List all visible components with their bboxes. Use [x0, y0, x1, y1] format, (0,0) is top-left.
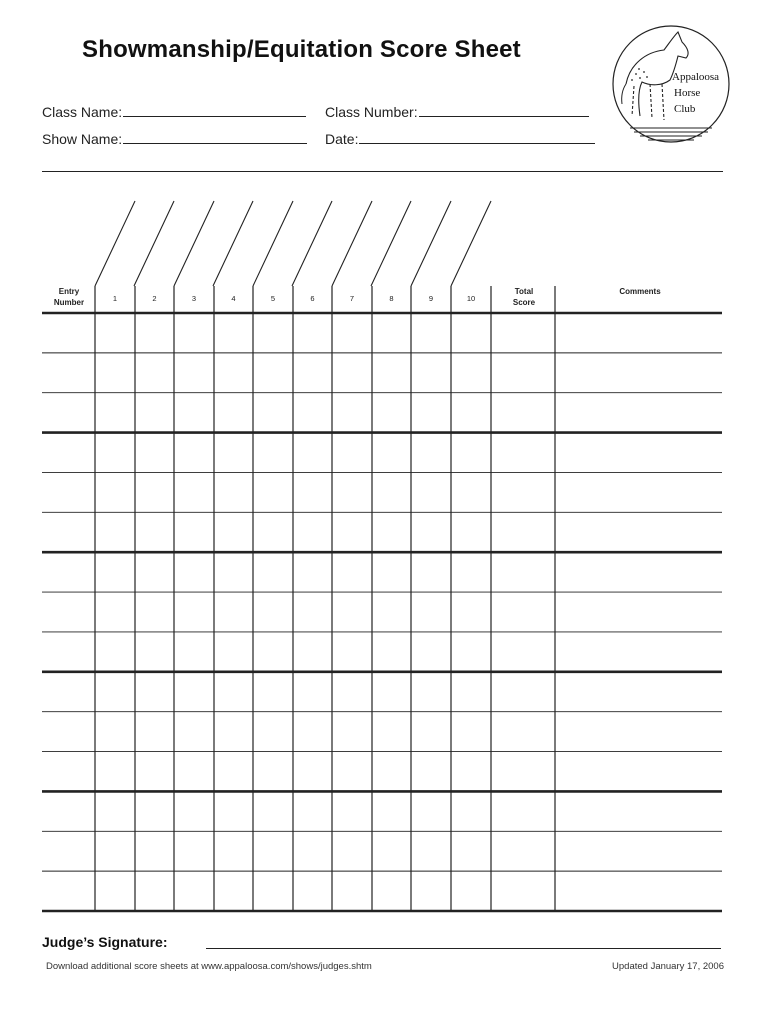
total-header-line-1: Total: [514, 287, 534, 296]
header-diagonal-line: [332, 201, 372, 286]
judge-signature-line[interactable]: [206, 948, 721, 949]
show-name-label: Show Name:: [42, 131, 123, 147]
score-row[interactable]: [42, 873, 722, 909]
footer-download-note: Download additional score sheets at www.appaloosa.com/shows/judges.shtm: [46, 961, 372, 972]
total-score-header: [494, 286, 554, 308]
header-diagonal-line: [451, 201, 491, 286]
logo-text-line-3: Club: [674, 103, 696, 115]
header-diagonal-line: [134, 201, 174, 286]
maneuver-column-1-header: 1: [112, 294, 118, 303]
score-row[interactable]: [42, 395, 722, 431]
entry-number-header: [44, 286, 94, 308]
score-row[interactable]: [42, 674, 722, 710]
header-diagonal-line: [213, 201, 253, 286]
maneuver-column-3-header: 3: [191, 294, 197, 303]
score-row[interactable]: [42, 793, 722, 829]
score-row[interactable]: [42, 754, 722, 790]
total-header-line-2: Score: [512, 298, 536, 307]
maneuver-column-4-header: 4: [231, 294, 236, 303]
header-diagonal-line: [371, 201, 411, 286]
date-label: Date:: [325, 131, 359, 147]
class-number-label: Class Number:: [325, 104, 418, 120]
header-diagonal-line: [253, 201, 293, 286]
maneuver-column-5-header: 5: [270, 294, 276, 303]
score-row[interactable]: [42, 833, 722, 869]
score-row[interactable]: [42, 514, 722, 550]
score-row[interactable]: [42, 554, 722, 590]
header-diagonal-line: [411, 201, 451, 286]
maneuver-column-8-header: 8: [389, 294, 394, 303]
maneuver-column-6-header: 6: [310, 294, 315, 303]
page-title: Showmanship/Equitation Score Sheet: [82, 36, 521, 63]
logo-text-line-1: Appaloosa: [672, 71, 720, 83]
maneuver-column-9-header: 9: [428, 294, 434, 303]
entry-header-line-2: Number: [53, 298, 85, 307]
judge-signature-label: Judge’s Signature:: [42, 934, 168, 950]
score-row[interactable]: [42, 315, 722, 351]
header-diagonal-line: [292, 201, 332, 286]
comments-header: Comments: [619, 287, 661, 296]
entry-header-line-1: Entry: [58, 287, 80, 296]
class-name-label: Class Name:: [42, 104, 123, 120]
header-diagonal-line: [174, 201, 214, 286]
score-row[interactable]: [42, 435, 722, 471]
header-diagonal-line: [95, 201, 135, 286]
maneuver-column-7-header: 7: [349, 294, 355, 303]
score-row[interactable]: [42, 714, 722, 750]
maneuver-column-10-header: 10: [466, 294, 476, 303]
score-row[interactable]: [42, 634, 722, 670]
footer-updated-date: Updated January 17, 2006: [612, 961, 724, 972]
score-row[interactable]: [42, 594, 722, 630]
score-row[interactable]: [42, 355, 722, 391]
maneuver-column-2-header: 2: [152, 294, 157, 303]
score-row[interactable]: [42, 474, 722, 510]
logo-text-line-2: Horse: [674, 87, 701, 99]
